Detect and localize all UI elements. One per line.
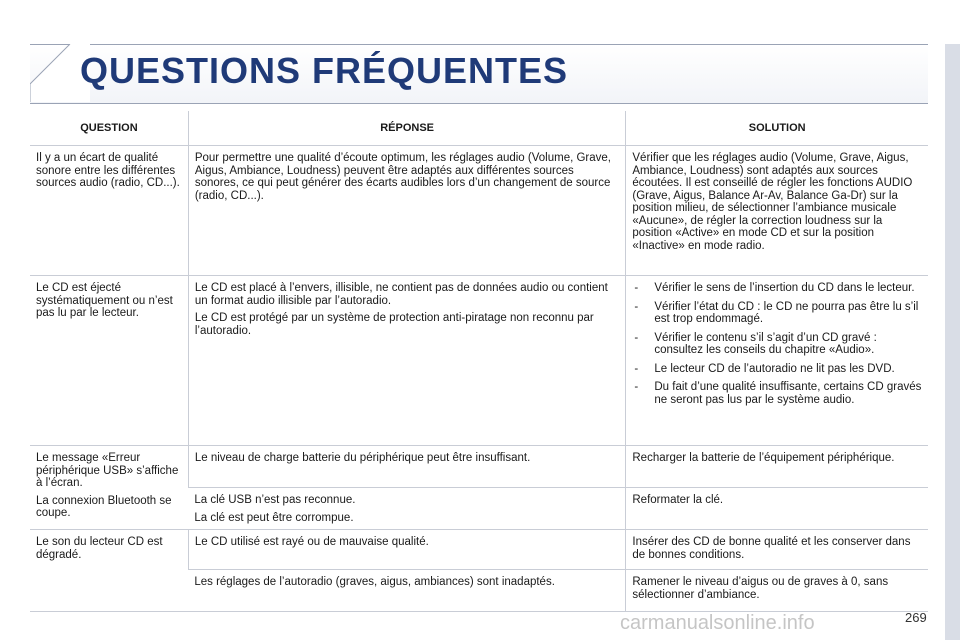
header-answer: RÉPONSE xyxy=(188,111,626,146)
question-cell xyxy=(30,276,188,446)
solution-text: Vérifier que les réglages audio (Volume, Grave, Aigus, Ambiance, Loudness) sont adaptés aux sources écoutées. Il est conseillé de régler les fonctions AUDIO (Grave, Aigus, Balance Ar-Av, Balance Ga-Dr) sur la position milieu, de sélectionner l’ambiance musicale «Aucune», de régler la correction loudness sur la position «Active» en mode CD et sur la position «Inactive» en mode radio. xyxy=(632,152,913,252)
answer-text: La clé USB n’est pas reconnue. xyxy=(194,494,356,506)
question-cell xyxy=(30,146,188,276)
header-solution: SOLUTION xyxy=(626,111,928,146)
solution-list-item: - Le lecteur CD de l’autoradio ne lit pas les DVD. xyxy=(632,363,922,376)
answer-cell xyxy=(188,488,626,530)
solution-text: Ramener le niveau d’aigus ou de graves à 0, sans sélectionner d’ambiance. xyxy=(632,576,889,601)
solution-text: Insérer des CD de bonne qualité et les conserver dans de bonnes conditions. xyxy=(632,536,911,561)
watermark: carmanualsonline.info xyxy=(620,612,815,634)
answer-cell xyxy=(188,446,626,488)
question-text: Le CD est éjecté systématiquement ou n’est pas lu par le lecteur. xyxy=(36,282,173,319)
solution-cell xyxy=(626,488,928,530)
question-text: Le son du lecteur CD est dégradé. xyxy=(36,536,163,561)
question-text: La connexion Bluetooth se coupe. xyxy=(36,494,172,519)
solution-cell xyxy=(626,570,928,612)
table-header-row xyxy=(30,111,928,146)
answer-text: Le CD utilisé est rayé ou de mauvaise qualité. xyxy=(194,536,429,548)
answer-cell xyxy=(188,276,626,446)
question-cell xyxy=(30,530,188,612)
solution-text: Reformater la clé. xyxy=(632,494,724,506)
answer-text: Le niveau de charge batterie du périphérique peut être insuffisant. xyxy=(194,452,531,464)
solution-cell xyxy=(626,146,928,276)
solution-list xyxy=(632,282,922,406)
solution-cell xyxy=(626,446,928,488)
table-row xyxy=(30,530,928,570)
answer-text: Le CD est protégé par un système de protection anti-piratage non reconnu par l’autoradio. xyxy=(194,312,594,337)
question-cell xyxy=(30,446,188,530)
answer-cell xyxy=(188,570,626,612)
solution-list-item: - Vérifier l’état du CD : le CD ne pourra pas être lu s’il est trop endommagé. xyxy=(632,301,922,326)
faq-table xyxy=(30,111,928,612)
answer-cell xyxy=(188,146,626,276)
page-title: QUESTIONS FRÉQUENTES xyxy=(80,50,569,91)
question-text: Il y a un écart de qualité sonore entre les différentes sources audio (radio, CD...). xyxy=(36,152,180,189)
answer-text: La clé est peut être corrompue. xyxy=(194,511,354,524)
solution-list-item: - Du fait d’une qualité insuffisante, certains CD gravés ne seront pas lus par le système audio. xyxy=(632,381,922,406)
solution-cell xyxy=(626,530,928,570)
solution-list-item: - Vérifier le contenu s’il s’agit d’un CD gravé : consultez les conseils du chapitre «Audio». xyxy=(632,332,922,357)
page-number: 269 xyxy=(905,610,927,625)
solution-text: Recharger la batterie de l’équipement périphérique. xyxy=(632,452,895,464)
answer-text: Pour permettre une qualité d’écoute optimum, les réglages audio (Volume, Grave, Aigus, Ambiance, Loudness) peuvent être adaptés aux différentes sources sonores, ce qui peut générer des écarts audibles lors d’un changement de source (radio, CD...). xyxy=(194,152,611,202)
answer-text: Le CD est placé à l’envers, illisible, ne contient pas de données audio ou contient un format audio illisible par l’autoradio. xyxy=(194,282,608,307)
answer-text: Les réglages de l’autoradio (graves, aigus, ambiances) sont inadaptés. xyxy=(194,576,555,588)
solution-list-item: - Vérifier le sens de l’insertion du CD dans le lecteur. xyxy=(632,282,922,295)
header-question: QUESTION xyxy=(30,111,188,146)
solution-cell xyxy=(626,276,928,446)
question-text: Le message «Erreur périphérique USB» s’affiche à l’écran. xyxy=(36,452,179,489)
table-row xyxy=(30,276,928,446)
table-row xyxy=(30,446,928,488)
answer-cell xyxy=(188,530,626,570)
table-row xyxy=(30,146,928,276)
side-bar xyxy=(945,44,960,640)
